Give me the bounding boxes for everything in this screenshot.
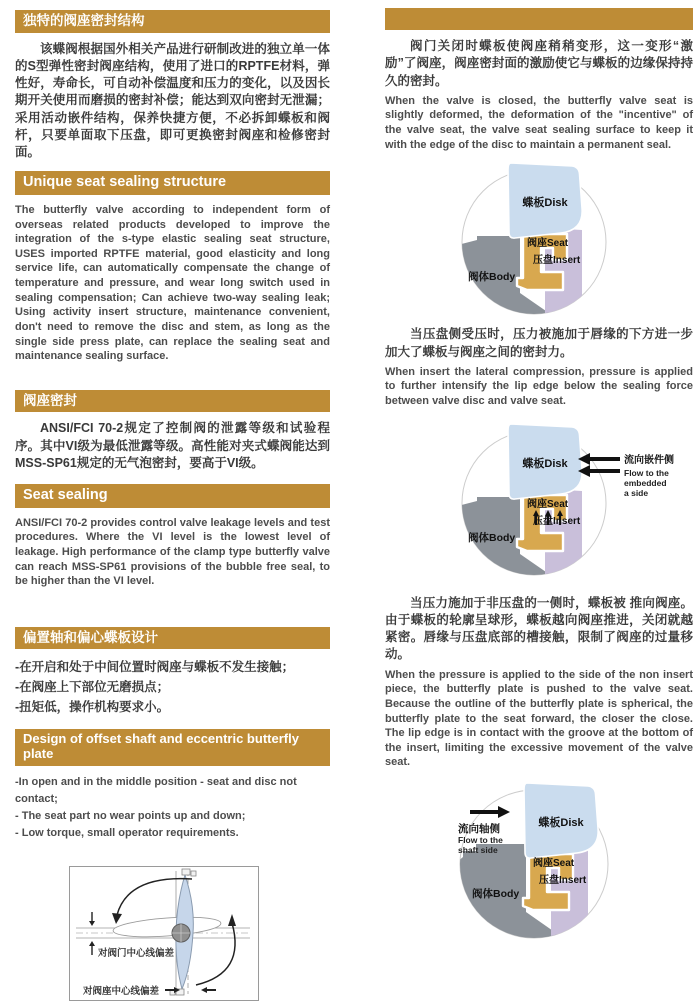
section-header-seat-sealing-cn: 阀座密封 bbox=[15, 390, 330, 413]
paragraph-non-insert-side-en: When the pressure is applied to the side of the non insert piece, the butterfly plate is pushed to the valve seat. Because the outline of the butterfly plate is spherical, the butterfly plate to the seat forward, the closer the close. The lip edge is in contact with the groove at the bottom of the insert, limiting the excessive movement of the valve seat. bbox=[385, 668, 693, 769]
valve-cross-section-2 bbox=[424, 421, 674, 581]
valve-cross-section-1 bbox=[424, 160, 654, 320]
paragraph-seat-sealing-en: ANSI/FCI 70-2 provides control valve leakage levels and test procedures. Where the VI level is the lowest level of leakage. High performance of the clamp type butterfly valve can reach MSS-SP61 provisions of the bubble free seal, to be higher than the VI level. bbox=[15, 516, 330, 588]
down-arrowhead bbox=[89, 921, 95, 926]
section-header-offset-design-en: Design of offset shaft and eccentric butterfly plate bbox=[15, 729, 330, 766]
section-header-seat-sealing-en: Seat sealing bbox=[15, 484, 330, 508]
bullet-list-offset-design-cn bbox=[15, 657, 330, 717]
section-header-seat-structure-cn: 独特的阀座密封结构 bbox=[15, 10, 330, 33]
label-seat: 阀座Seat bbox=[533, 858, 575, 869]
trunnion-top-tab bbox=[191, 871, 196, 876]
paragraph-seat-structure-en: The butterfly valve according to independent form of overseas related products developed to improve the integration of the s-type elastic sealing seat structure, USES imported RPTFE material, good elasticity and long service life, can automatically compensate the change of temperature and pressure, and wear long switch used in sealing compensation; Can achieve two-way sealing leak; Using activity insert structure, maintenance convenient, don't need to remove the disc and stem, as long as the single side press plate, can replace the sealing seat and maintenance sealing surface. bbox=[15, 203, 330, 363]
trunnion-top bbox=[182, 869, 190, 875]
label-insert: 压盘Insert bbox=[539, 875, 587, 886]
paragraph-non-insert-side-cn: 当压力施加于非压盘的一侧时，蝶板被 推向阀座。由于蝶板的轮廓呈球形，蝶板越向阀座推进，关闭就越紧密。唇缘与压盘底部的槽接触，限制了阀座的过量移动。 bbox=[385, 595, 693, 662]
label-body: 阀体Body bbox=[468, 531, 516, 544]
label-body: 阀体Body bbox=[468, 271, 516, 284]
flow-insert-label-cn: 流向嵌件侧 bbox=[624, 454, 674, 466]
bullet-list-offset-design-en bbox=[15, 774, 330, 842]
disc-open-outline bbox=[113, 915, 222, 940]
paragraph-closed-seal-cn: 阀门关闭时蝶板使阀座稍稍变形，这一变形“激励”了阀座，阀座密封面的激励使它与蝶板的边缘保持持久的密封。 bbox=[385, 39, 693, 88]
flow-insert-label-en2: embedded bbox=[624, 477, 667, 488]
label-seat-centerline-offset: 对阀座中心线偏差 bbox=[83, 986, 160, 998]
section-header-offset-design-cn: 偏置轴和偏心蝶板设计 bbox=[15, 627, 330, 650]
flow-insert-label-en3: a side bbox=[624, 487, 649, 498]
label-body: 阀体Body bbox=[472, 888, 520, 900]
paragraph-seat-structure-cn: 该蝶阀根据国外相关产品进行研制改进的独立单一体的S型弹性密封阀座结构，使用了进口的RPTFE材料，弹性好，寿命长，可自动补偿温度和压力的变化，以及因长期开关使用而磨损的密封补偿；能达到双向密封无泄漏；采用活动嵌件结构，保养快捷方便，不必拆卸蝶板和阀杆，只要单面取下压盘，即可更换密封阀座和检修密封面。 bbox=[15, 41, 330, 160]
flow-shaft-label-cn: 流向轴侧 bbox=[458, 823, 500, 835]
label-disk: 蝶板Disk bbox=[522, 197, 568, 210]
label-disk: 蝶板Disk bbox=[522, 457, 568, 470]
paragraph-insert-side-cn: 当压盘侧受压时，压力被施加于唇缘的下方进一步加大了蝶板与阀座之间的密封力。 bbox=[385, 327, 693, 359]
flow-insert-label-en1: Flow to the bbox=[624, 467, 669, 478]
offset-diagram bbox=[69, 866, 259, 1001]
section-bar-blank bbox=[385, 8, 693, 30]
up-arrowhead bbox=[89, 941, 95, 946]
bullet-item: -In open and in the middle position - seat and disc not contact; bbox=[15, 776, 297, 806]
valve-cross-section-3 bbox=[416, 780, 666, 943]
label-insert: 压盘Insert bbox=[533, 515, 581, 527]
bullet-item: -扭矩低，操作机构要求小。 bbox=[15, 700, 170, 715]
label-seat: 阀座Seat bbox=[527, 238, 569, 250]
bullet-item: -在阀座上下部位无磨损点； bbox=[15, 680, 170, 695]
label-valve-centerline-offset: 对阀门中心线偏差 bbox=[98, 948, 175, 960]
rotation-arc-right bbox=[196, 923, 235, 985]
right-column bbox=[385, 0, 693, 943]
label-insert: 压盘Insert bbox=[533, 255, 581, 267]
left-arrowhead bbox=[201, 987, 207, 993]
label-disk: 蝶板Disk bbox=[538, 817, 584, 829]
flow-shaft-label-en1: Flow to the bbox=[458, 835, 503, 845]
section-header-seat-structure-en: Unique seat sealing structure bbox=[15, 171, 330, 195]
bullet-item: -在开启和处于中间位置时阀座与蝶板不发生接触； bbox=[15, 660, 295, 675]
paragraph-insert-side-en: When insert the lateral compression, pressure is applied to further intensify the lip edge below the sealing force between valve disc and valve seat. bbox=[385, 365, 693, 407]
flow-shaft-label-en2: shaft side bbox=[458, 845, 498, 855]
left-column bbox=[15, 0, 330, 1001]
offset-diagram-svg bbox=[70, 867, 256, 998]
rotation-arrowhead-left bbox=[112, 913, 122, 924]
paragraph-closed-seal-en: When the valve is closed, the butterfly valve seat is slightly deformed, the deformation of the "incentive" of the valve seat, the valve seat sealing surface to keep it with the edge of the disc to maintain a permanent seal. bbox=[385, 94, 693, 151]
label-seat: 阀座Seat bbox=[527, 498, 569, 510]
rotation-arrowhead-right bbox=[228, 914, 236, 926]
bullet-item: - Low torque, small operator requirements. bbox=[15, 827, 239, 840]
bullet-item: - The seat part no wear points up and down; bbox=[15, 810, 246, 823]
paragraph-seat-sealing-cn: ANSI/FCI 70-2规定了控制阀的泄露等级和试验程序。其中VI级为最低泄露等级。高性能对夹式蝶阀能达到MSS-SP61规定的无气泡密封，要高于VI级。 bbox=[15, 421, 330, 470]
